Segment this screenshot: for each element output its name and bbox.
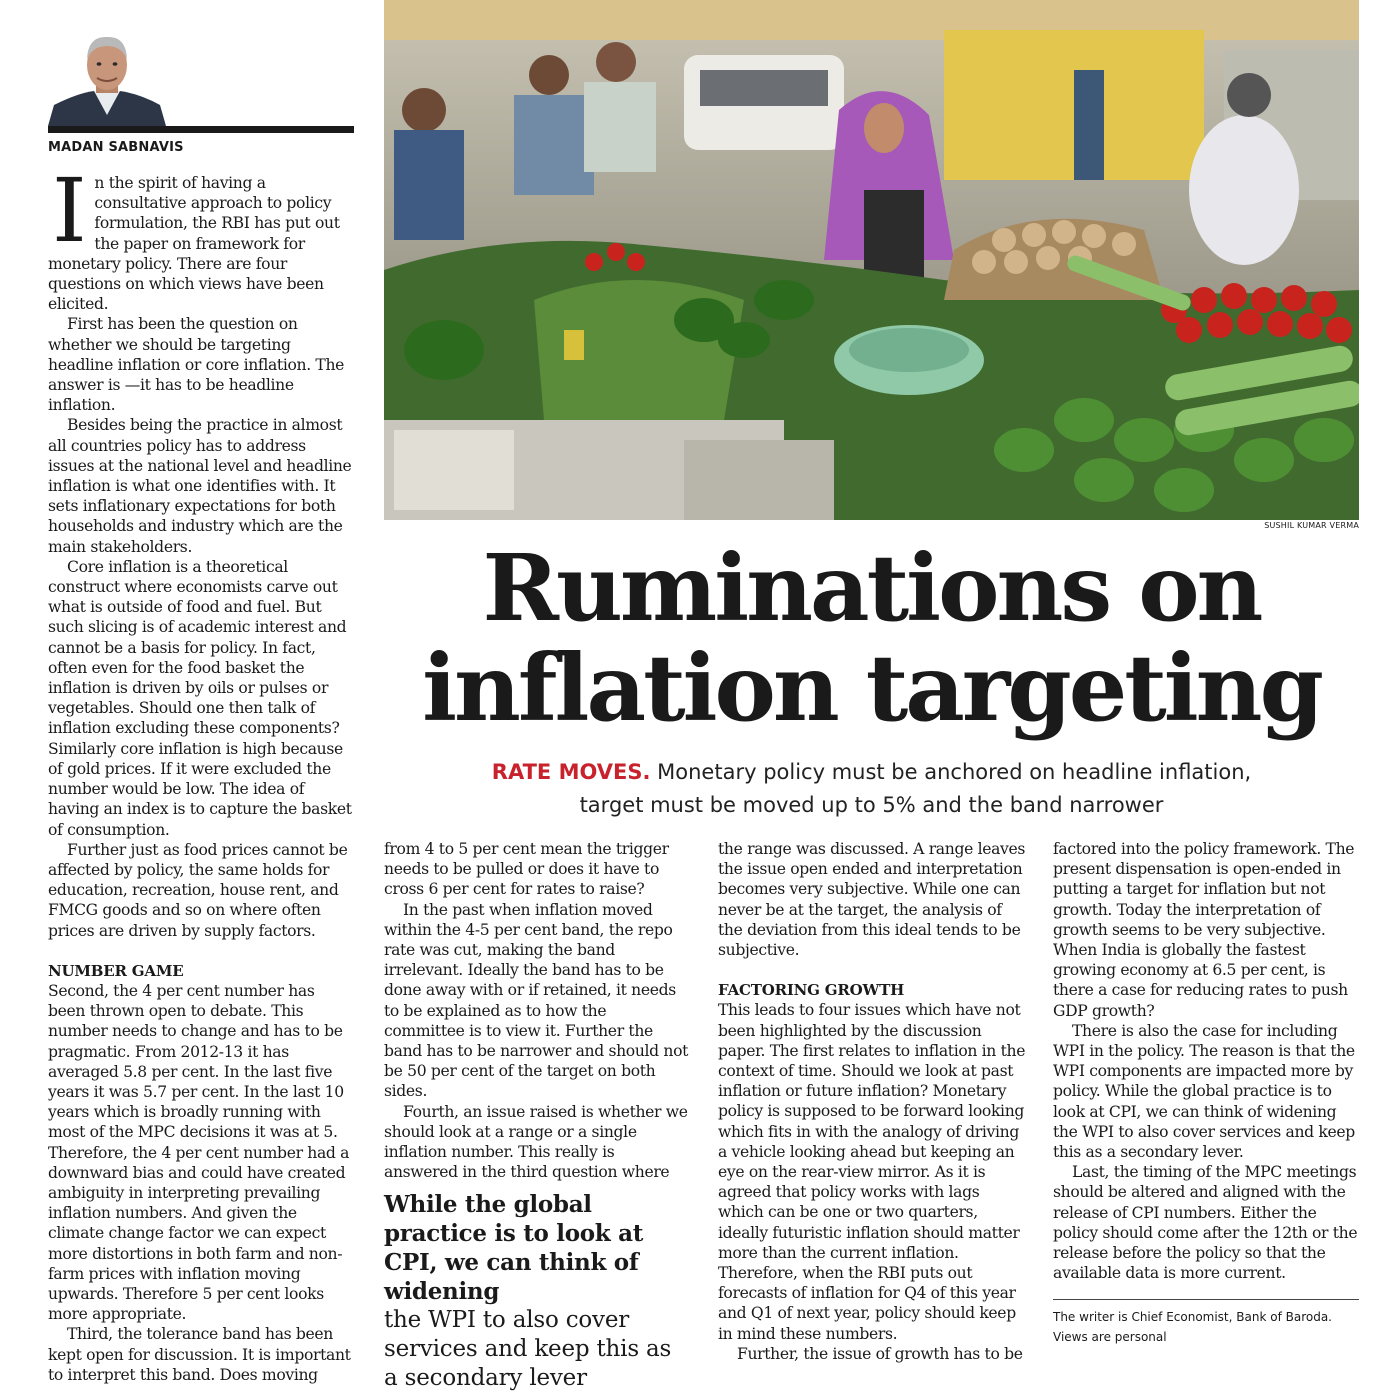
headline-line-1: Ruminations on: [482, 534, 1261, 642]
column-2: [384, 839, 690, 1393]
deck: [384, 756, 1359, 822]
photo-credit: SUSHIL KUMAR VERMA: [1264, 521, 1359, 530]
article-paragraph: Third, the tolerance band has been kept open for discussion. It is important to interpret this band. Does moving: [48, 1325, 351, 1384]
article-paragraph: There is also the case for including WPI in the policy. The reason is that the WPI components are impacted more by policy. While the global practice is to look at CPI, we can think of widening the WPI to also cover services and keep this as a secondary lever.: [1053, 1021, 1355, 1162]
footnote-rule: [1053, 1299, 1359, 1300]
deck-line-2: target must be moved up to 5% and the band narrower: [579, 793, 1164, 817]
article-paragraph: Core inflation is a theoretical construct where economists carve out what is outside of food and fuel. But such slicing is of academic interest and cannot be a basis for policy. In fact, often even for the food basket the inflation is driven by oils or pulses or vegetables. Should one then talk of inflation excluding these components? Similarly core inflation is high because of gold prices. If it were excluded the number would be low. The idea of having an index is to capture the basket of consumption.: [48, 557, 352, 839]
pull-quote-regular: the WPI to also cover services and keep this as a secondary lever: [384, 1307, 672, 1392]
article-paragraph: from 4 to 5 per cent mean the trigger needs to be pulled or does it have to cross 6 per cent for rates to raise?: [384, 840, 669, 899]
deck-line-1: [384, 756, 1359, 789]
intro-paragraph: [48, 159, 356, 314]
subhead-factoring-growth: FACTORING GROWTH: [718, 981, 905, 1000]
column-1: [48, 159, 356, 1385]
article-paragraph: Further just as food prices cannot be affected by policy, the same holds for education, recreation, house rent, and FMCG goods and so on where often prices are driven by supply factors.: [48, 840, 348, 940]
subhead-number-game: NUMBER GAME: [48, 961, 184, 980]
article-paragraph: Further, the issue of growth has to be: [737, 1344, 1023, 1363]
intro-text: n the spirit of having a consultative approach to policy formulation, the RBI has put out the paper on framework for monetary policy. There are four questions on which views have been elicited.: [48, 174, 340, 314]
article-paragraph: First has been the question on whether we should be targeting headline inflation or core inflation. The answer is —it has to be headline inflation.: [48, 315, 345, 415]
article-paragraph: Second, the 4 per cent number has been thrown open to debate. This number needs to change and has to be pragmatic. From 2012-13 it has averaged 5.8 per cent. In the last five years it was 5.7 per cent. In the last 10 years which is broadly running with most of the MPC decisions it was at 5. Therefore, the 4 per cent number had a downward bias and could have created ambiguity in interpreting prevailing inflation numbers. And given the climate change factor we can expect more distortions in both farm and non-farm prices with inflation moving upwards. Therefore 5 per cent looks more appropriate.: [48, 981, 350, 1324]
market-photo: [384, 0, 1359, 520]
vegetable-market-photo-icon: [384, 0, 1359, 520]
column-3: [718, 839, 1026, 1364]
section-gap: [718, 960, 1026, 980]
deck-line-1-text: Monetary policy must be anchored on headline inflation,: [657, 760, 1252, 784]
drop-cap: I: [52, 159, 87, 262]
pull-quote-bold: While the global practice is to look at CPI, we can think of widening: [384, 1191, 644, 1306]
headline: [384, 534, 1359, 742]
article-paragraph: factored into the policy framework. The present dispensation is open-ended in putting a target for inflation but not growth. Today the interpretation of growth seems to be very subjective. When India is globally the fastest growing economy at 6.5 per cent, is there a case for reducing rates to push GDP growth?: [1053, 840, 1355, 1020]
author-footnote: The writer is Chief Economist, Bank of Baroda. Views are personal: [1053, 1310, 1332, 1344]
section-gap: [48, 941, 356, 961]
author-byline: MADAN SABNAVIS: [48, 140, 184, 155]
headline-line-2: inflation targeting: [422, 634, 1321, 742]
author-photo: [48, 31, 166, 126]
article-paragraph: This leads to four issues which have not been highlighted by the discussion paper. The first relates to inflation in the context of time. Should we look at past inflation or future inflation? Monetary policy is supposed to be forward looking which fits in with the analogy of driving a vehicle looking ahead but keeping an eye on the rear-view mirror. As it is agreed that policy works with lags which can be one or two quarters, ideally futuristic inflation should matter more than the current inflation. Therefore, when the RBI puts out forecasts of inflation for Q4 of this year and Q1 of next year, policy should keep in mind these numbers.: [718, 1001, 1026, 1343]
article-paragraph: Last, the timing of the MPC meetings should be altered and aligned with the release of CPI numbers. Either the policy should come after the 12th or the release before the policy so that the available data is more current.: [1053, 1163, 1358, 1283]
byline-rule: [48, 126, 354, 133]
article-paragraph: Fourth, an issue raised is whether we should look at a range or a single inflation number. This really is answered in the third question where: [384, 1102, 688, 1182]
column-4: [1053, 839, 1361, 1283]
article-paragraph: the range was discussed. A range leaves the issue open ended and interpretation becomes very subjective. While one can never be at the target, the analysis of the deviation from this ideal tends to be subjective.: [718, 840, 1026, 960]
article-paragraph: Besides being the practice in almost all countries policy has to address issues at the national level and headline inflation is what one identifies with. It sets inflationary expectations for both households and industry which are the main stakeholders.: [48, 416, 352, 556]
author-portrait-icon: [48, 31, 166, 126]
article-paragraph: In the past when inflation moved within the 4-5 per cent band, the repo rate was cut, making the band irrelevant. Ideally the band has to be done away with or if retained, it needs to be explained as to how the committee is to view it. Further the band has to be narrower and should not be 50 per cent of the target on both sides.: [384, 900, 689, 1101]
deck-tag: RATE MOVES.: [491, 760, 651, 784]
